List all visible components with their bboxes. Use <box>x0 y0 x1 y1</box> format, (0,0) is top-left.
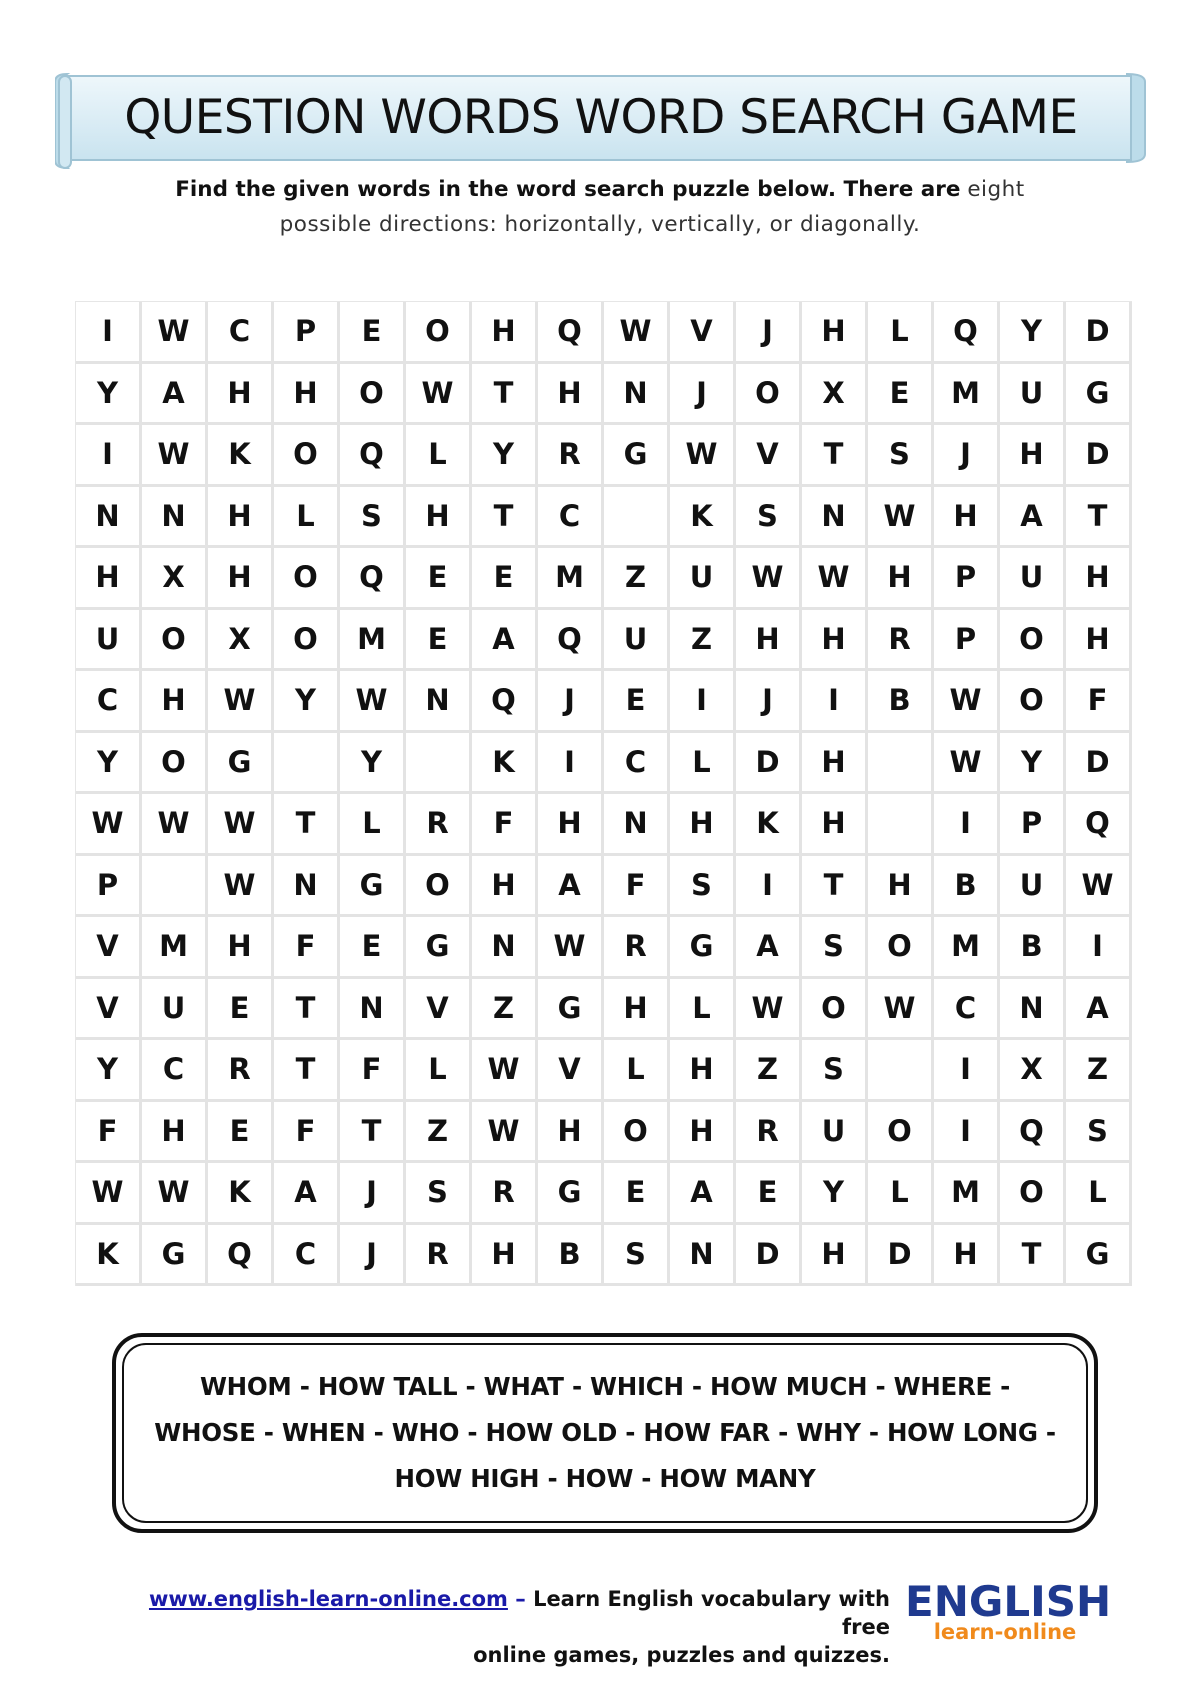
instructions <box>110 172 1090 242</box>
grid-cell[interactable]: H <box>802 610 868 672</box>
grid-cell[interactable]: J <box>934 425 1000 487</box>
grid-cell[interactable]: C <box>934 979 1000 1041</box>
grid-cell[interactable]: I <box>538 733 604 795</box>
grid-cell[interactable]: S <box>868 425 934 487</box>
grid-cell[interactable]: V <box>406 979 472 1041</box>
grid-cell[interactable]: O <box>802 979 868 1041</box>
grid-cell[interactable]: R <box>472 1163 538 1225</box>
grid-cell[interactable]: E <box>472 548 538 610</box>
grid-cell[interactable]: L <box>406 1040 472 1102</box>
grid-cell[interactable]: G <box>604 425 670 487</box>
grid-cell[interactable]: O <box>1000 1163 1066 1225</box>
grid-cell[interactable]: A <box>1000 487 1066 549</box>
grid-cell[interactable]: G <box>406 917 472 979</box>
grid-cell[interactable]: N <box>406 671 472 733</box>
grid-cell[interactable]: E <box>208 1102 274 1164</box>
grid-cell[interactable]: D <box>1066 425 1132 487</box>
grid-cell[interactable]: A <box>142 364 208 426</box>
grid-cell[interactable]: O <box>736 364 802 426</box>
grid-cell[interactable]: H <box>934 487 1000 549</box>
grid-cell[interactable] <box>142 856 208 918</box>
grid-cell[interactable]: F <box>76 1102 142 1164</box>
grid-cell[interactable]: O <box>142 733 208 795</box>
grid-cell[interactable]: U <box>1000 548 1066 610</box>
grid-cell[interactable]: L <box>868 302 934 364</box>
word-list-box <box>112 1333 1098 1533</box>
grid-cell[interactable]: L <box>406 425 472 487</box>
english-learn-online-logo <box>905 1577 1112 1650</box>
instructions-line2: possible directions: horizontally, vertically, or diagonally. <box>279 212 921 237</box>
grid-cell[interactable]: G <box>538 1163 604 1225</box>
grid-cell[interactable]: H <box>604 979 670 1041</box>
grid-cell[interactable]: W <box>736 548 802 610</box>
grid-cell[interactable]: X <box>208 610 274 672</box>
grid-cell[interactable]: W <box>538 917 604 979</box>
grid-cell[interactable]: O <box>868 1102 934 1164</box>
grid-cell[interactable]: H <box>208 917 274 979</box>
grid-cell[interactable]: H <box>538 1102 604 1164</box>
grid-cell[interactable]: F <box>340 1040 406 1102</box>
grid-cell[interactable]: H <box>802 733 868 795</box>
grid-cell[interactable]: V <box>76 917 142 979</box>
grid-cell[interactable]: H <box>472 856 538 918</box>
grid-cell[interactable]: F <box>274 917 340 979</box>
word-list-line: WHOSE - WHEN - WHO - HOW OLD - HOW FAR - WHY - HOW LONG - <box>154 1418 1056 1447</box>
grid-cell[interactable]: W <box>76 794 142 856</box>
grid-cell[interactable]: G <box>142 1225 208 1287</box>
logo-main-text: ENGLISH <box>905 1577 1112 1626</box>
grid-cell[interactable]: K <box>208 1163 274 1225</box>
grid-cell[interactable]: W <box>142 425 208 487</box>
grid-cell[interactable]: N <box>604 794 670 856</box>
grid-cell[interactable]: H <box>802 1225 868 1287</box>
grid-cell[interactable]: H <box>142 671 208 733</box>
grid-cell[interactable]: B <box>934 856 1000 918</box>
grid-cell[interactable] <box>868 794 934 856</box>
grid-cell[interactable]: T <box>1000 1225 1066 1287</box>
grid-cell[interactable]: J <box>670 364 736 426</box>
grid-cell[interactable]: W <box>868 487 934 549</box>
grid-cell[interactable]: H <box>208 364 274 426</box>
grid-cell[interactable]: B <box>1000 917 1066 979</box>
grid-cell[interactable]: Q <box>538 610 604 672</box>
grid-cell[interactable]: G <box>340 856 406 918</box>
grid-cell[interactable]: E <box>736 1163 802 1225</box>
grid-cell[interactable]: Z <box>406 1102 472 1164</box>
grid-cell[interactable]: M <box>934 364 1000 426</box>
grid-cell[interactable]: F <box>1066 671 1132 733</box>
grid-cell[interactable] <box>406 733 472 795</box>
grid-cell[interactable]: P <box>274 302 340 364</box>
grid-cell[interactable]: C <box>604 733 670 795</box>
grid-cell[interactable]: W <box>934 671 1000 733</box>
grid-cell[interactable]: R <box>538 425 604 487</box>
grid-cell[interactable]: W <box>208 856 274 918</box>
grid-cell[interactable]: I <box>1066 917 1132 979</box>
grid-cell[interactable]: S <box>736 487 802 549</box>
grid-cell[interactable]: N <box>604 364 670 426</box>
grid-cell[interactable]: U <box>1000 364 1066 426</box>
grid-cell[interactable]: H <box>736 610 802 672</box>
grid-cell[interactable]: Q <box>1000 1102 1066 1164</box>
grid-cell[interactable]: I <box>934 1040 1000 1102</box>
grid-cell[interactable]: V <box>736 425 802 487</box>
grid-cell[interactable]: Q <box>538 302 604 364</box>
grid-cell[interactable]: D <box>1066 302 1132 364</box>
grid-cell[interactable]: H <box>868 548 934 610</box>
grid-cell[interactable]: H <box>472 1225 538 1287</box>
grid-cell[interactable]: G <box>538 979 604 1041</box>
grid-cell[interactable]: Q <box>472 671 538 733</box>
grid-cell[interactable]: S <box>802 1040 868 1102</box>
grid-cell[interactable]: J <box>340 1163 406 1225</box>
grid-cell[interactable]: H <box>934 1225 1000 1287</box>
grid-cell[interactable]: D <box>736 1225 802 1287</box>
grid-cell[interactable]: W <box>208 794 274 856</box>
grid-cell[interactable]: Q <box>208 1225 274 1287</box>
grid-cell[interactable]: W <box>472 1040 538 1102</box>
grid-cell[interactable]: W <box>406 364 472 426</box>
grid-cell[interactable]: J <box>736 302 802 364</box>
grid-cell[interactable]: Z <box>1066 1040 1132 1102</box>
grid-cell[interactable]: N <box>340 979 406 1041</box>
grid-cell[interactable]: R <box>208 1040 274 1102</box>
grid-cell[interactable]: O <box>274 548 340 610</box>
grid-cell[interactable] <box>604 487 670 549</box>
grid-cell[interactable]: V <box>76 979 142 1041</box>
grid-cell[interactable]: I <box>670 671 736 733</box>
grid-cell[interactable]: H <box>208 548 274 610</box>
grid-cell[interactable]: N <box>472 917 538 979</box>
grid-cell[interactable]: W <box>208 671 274 733</box>
grid-cell[interactable]: O <box>406 856 472 918</box>
grid-cell[interactable]: I <box>934 794 1000 856</box>
grid-cell[interactable]: C <box>142 1040 208 1102</box>
grid-cell[interactable]: T <box>472 364 538 426</box>
grid-cell[interactable]: P <box>76 856 142 918</box>
grid-cell[interactable]: C <box>274 1225 340 1287</box>
grid-cell[interactable]: M <box>538 548 604 610</box>
grid-cell[interactable]: G <box>1066 364 1132 426</box>
grid-cell[interactable]: J <box>340 1225 406 1287</box>
grid-cell[interactable]: X <box>1000 1040 1066 1102</box>
grid-cell[interactable]: H <box>472 302 538 364</box>
grid-cell[interactable]: L <box>604 1040 670 1102</box>
grid-cell[interactable]: R <box>406 794 472 856</box>
grid-cell[interactable]: O <box>1000 610 1066 672</box>
grid-cell[interactable]: T <box>274 979 340 1041</box>
word-list-line: WHOM - HOW TALL - WHAT - WHICH - HOW MUCH - WHERE - <box>199 1372 1011 1401</box>
grid-cell[interactable]: R <box>406 1225 472 1287</box>
grid-cell[interactable]: N <box>802 487 868 549</box>
grid-cell[interactable]: S <box>406 1163 472 1225</box>
grid-cell[interactable]: F <box>274 1102 340 1164</box>
footer-text-2: online games, puzzles and quizzes. <box>473 1643 890 1667</box>
grid-cell[interactable]: G <box>670 917 736 979</box>
grid-cell[interactable]: Y <box>76 733 142 795</box>
grid-cell[interactable]: H <box>142 1102 208 1164</box>
grid-cell[interactable]: P <box>1000 794 1066 856</box>
grid-cell[interactable]: J <box>736 671 802 733</box>
footer-text-1: Learn English vocabulary with free <box>533 1587 890 1639</box>
grid-cell[interactable]: X <box>802 364 868 426</box>
grid-cell[interactable]: H <box>670 794 736 856</box>
grid-cell[interactable]: H <box>274 364 340 426</box>
grid-cell[interactable]: S <box>604 1225 670 1287</box>
grid-cell[interactable]: T <box>1066 487 1132 549</box>
grid-cell[interactable]: O <box>274 610 340 672</box>
grid-cell[interactable]: S <box>670 856 736 918</box>
grid-cell[interactable]: Q <box>340 548 406 610</box>
grid-cell[interactable]: H <box>670 1102 736 1164</box>
grid-cell[interactable]: N <box>1000 979 1066 1041</box>
grid-cell[interactable]: T <box>472 487 538 549</box>
grid-cell[interactable]: O <box>340 364 406 426</box>
grid-cell[interactable]: R <box>868 610 934 672</box>
grid-cell[interactable]: H <box>1000 425 1066 487</box>
grid-cell[interactable]: H <box>802 302 868 364</box>
grid-cell[interactable]: T <box>802 856 868 918</box>
grid-cell[interactable]: W <box>142 794 208 856</box>
grid-cell[interactable]: F <box>604 856 670 918</box>
grid-cell[interactable]: A <box>736 917 802 979</box>
grid-cell[interactable]: A <box>538 856 604 918</box>
grid-cell[interactable]: U <box>670 548 736 610</box>
grid-cell[interactable]: W <box>76 1163 142 1225</box>
logo-sub-text: learn-online <box>933 1620 1077 1644</box>
grid-cell[interactable]: E <box>868 364 934 426</box>
grid-cell[interactable]: E <box>208 979 274 1041</box>
grid-cell[interactable]: Q <box>340 425 406 487</box>
grid-cell[interactable] <box>868 733 934 795</box>
grid-cell[interactable]: H <box>538 794 604 856</box>
word-list-line: HOW HIGH - HOW - HOW MANY <box>394 1464 816 1493</box>
grid-cell[interactable]: A <box>1066 979 1132 1041</box>
grid-cell[interactable]: S <box>802 917 868 979</box>
grid-cell[interactable]: W <box>142 302 208 364</box>
grid-cell[interactable]: T <box>274 794 340 856</box>
grid-cell[interactable]: C <box>538 487 604 549</box>
grid-cell[interactable]: D <box>868 1225 934 1287</box>
grid-cell[interactable]: W <box>868 979 934 1041</box>
grid-cell[interactable]: T <box>802 425 868 487</box>
grid-cell[interactable]: K <box>208 425 274 487</box>
grid-cell[interactable]: W <box>934 733 1000 795</box>
grid-cell[interactable]: A <box>472 610 538 672</box>
grid-cell[interactable]: Z <box>736 1040 802 1102</box>
grid-cell[interactable]: Z <box>670 610 736 672</box>
grid-cell[interactable]: W <box>472 1102 538 1164</box>
grid-cell[interactable]: J <box>538 671 604 733</box>
grid-cell[interactable]: Y <box>340 733 406 795</box>
grid-cell[interactable]: Y <box>76 1040 142 1102</box>
grid-cell[interactable]: L <box>868 1163 934 1225</box>
grid-cell[interactable]: H <box>670 1040 736 1102</box>
word-search-grid <box>75 301 1132 1286</box>
grid-cell[interactable]: H <box>802 794 868 856</box>
grid-cell[interactable]: I <box>802 671 868 733</box>
instructions-line1-normal: eight <box>967 177 1025 202</box>
grid-cell[interactable]: C <box>208 302 274 364</box>
grid-cell[interactable]: U <box>76 610 142 672</box>
grid-cell[interactable]: F <box>472 794 538 856</box>
grid-cell[interactable]: E <box>604 671 670 733</box>
grid-cell[interactable]: K <box>76 1225 142 1287</box>
grid-cell[interactable]: E <box>406 548 472 610</box>
grid-cell[interactable]: N <box>142 487 208 549</box>
grid-cell[interactable]: I <box>934 1102 1000 1164</box>
grid-cell[interactable]: W <box>340 671 406 733</box>
grid-cell[interactable]: S <box>340 487 406 549</box>
grid-cell[interactable]: U <box>802 1102 868 1164</box>
grid-cell[interactable]: B <box>868 671 934 733</box>
grid-cell[interactable]: L <box>340 794 406 856</box>
grid-cell[interactable]: Q <box>934 302 1000 364</box>
grid-cell[interactable]: U <box>142 979 208 1041</box>
footer <box>110 1585 890 1669</box>
grid-cell[interactable]: O <box>1000 671 1066 733</box>
grid-cell[interactable]: U <box>1000 856 1066 918</box>
grid-cell[interactable]: Y <box>1000 733 1066 795</box>
grid-cell[interactable]: S <box>1066 1102 1132 1164</box>
grid-cell[interactable]: H <box>1066 610 1132 672</box>
grid-cell[interactable]: T <box>274 1040 340 1102</box>
grid-cell[interactable]: W <box>736 979 802 1041</box>
grid-cell[interactable]: T <box>340 1102 406 1164</box>
grid-cell[interactable]: P <box>934 548 1000 610</box>
grid-cell[interactable] <box>868 1040 934 1102</box>
website-link[interactable]: www.english-learn-online.com <box>148 1587 508 1611</box>
grid-cell[interactable]: I <box>736 856 802 918</box>
grid-cell[interactable]: U <box>604 610 670 672</box>
grid-cell[interactable]: O <box>604 1102 670 1164</box>
grid-cell[interactable]: M <box>934 1163 1000 1225</box>
grid-cell[interactable]: C <box>76 671 142 733</box>
grid-cell[interactable]: Z <box>472 979 538 1041</box>
grid-cell[interactable]: Y <box>274 671 340 733</box>
grid-cell[interactable]: Y <box>472 425 538 487</box>
grid-cell[interactable]: O <box>142 610 208 672</box>
grid-cell[interactable]: Y <box>1000 302 1066 364</box>
grid-cell[interactable]: Z <box>604 548 670 610</box>
grid-cell[interactable]: E <box>340 302 406 364</box>
grid-cell[interactable]: K <box>736 794 802 856</box>
grid-cell[interactable]: M <box>934 917 1000 979</box>
grid-cell[interactable]: H <box>76 548 142 610</box>
grid-cell[interactable]: V <box>670 302 736 364</box>
grid-cell[interactable]: W <box>802 548 868 610</box>
grid-cell[interactable]: W <box>1066 856 1132 918</box>
word-list <box>122 1343 1088 1523</box>
grid-cell[interactable]: N <box>274 856 340 918</box>
instructions-line1-bold: Find the given words in the word search puzzle below. There are <box>175 177 961 202</box>
grid-cell[interactable]: I <box>76 425 142 487</box>
grid-cell[interactable]: H <box>538 364 604 426</box>
grid-cell[interactable]: P <box>934 610 1000 672</box>
grid-cell[interactable]: Y <box>802 1163 868 1225</box>
grid-cell[interactable]: K <box>472 733 538 795</box>
grid-cell[interactable]: H <box>868 856 934 918</box>
grid-cell[interactable]: L <box>670 979 736 1041</box>
grid-cell[interactable]: L <box>670 733 736 795</box>
page-title: QUESTION WORDS WORD SEARCH GAME <box>124 89 1078 145</box>
grid-cell[interactable]: W <box>142 1163 208 1225</box>
grid-cell[interactable]: K <box>670 487 736 549</box>
grid-cell[interactable]: L <box>1066 1163 1132 1225</box>
grid-cell[interactable]: W <box>670 425 736 487</box>
grid-cell[interactable]: H <box>1066 548 1132 610</box>
grid-cell[interactable]: I <box>76 302 142 364</box>
grid-cell[interactable] <box>274 733 340 795</box>
grid-cell[interactable]: V <box>538 1040 604 1102</box>
grid-cell[interactable]: A <box>274 1163 340 1225</box>
grid-cell[interactable]: M <box>142 917 208 979</box>
grid-cell[interactable]: L <box>274 487 340 549</box>
grid-cell[interactable]: H <box>406 487 472 549</box>
grid-cell[interactable]: A <box>670 1163 736 1225</box>
grid-cell[interactable]: O <box>274 425 340 487</box>
grid-cell[interactable]: E <box>406 610 472 672</box>
grid-cell[interactable]: Q <box>1066 794 1132 856</box>
title-banner <box>55 72 1147 162</box>
grid-cell[interactable]: Y <box>76 364 142 426</box>
grid-cell[interactable]: D <box>736 733 802 795</box>
grid-cell[interactable]: N <box>76 487 142 549</box>
grid-cell[interactable]: G <box>1066 1225 1132 1287</box>
grid-cell[interactable]: M <box>340 610 406 672</box>
grid-cell[interactable]: B <box>538 1225 604 1287</box>
grid-cell[interactable]: O <box>868 917 934 979</box>
grid-cell[interactable]: E <box>340 917 406 979</box>
grid-cell[interactable]: R <box>604 917 670 979</box>
grid-cell[interactable]: E <box>604 1163 670 1225</box>
grid-cell[interactable]: D <box>1066 733 1132 795</box>
footer-dash: – <box>507 1587 534 1611</box>
grid-cell[interactable]: R <box>736 1102 802 1164</box>
grid-cell[interactable]: G <box>208 733 274 795</box>
grid-cell[interactable]: O <box>406 302 472 364</box>
grid-cell[interactable]: H <box>208 487 274 549</box>
grid-cell[interactable]: W <box>604 302 670 364</box>
grid-cell[interactable]: X <box>142 548 208 610</box>
grid-cell[interactable]: N <box>670 1225 736 1287</box>
